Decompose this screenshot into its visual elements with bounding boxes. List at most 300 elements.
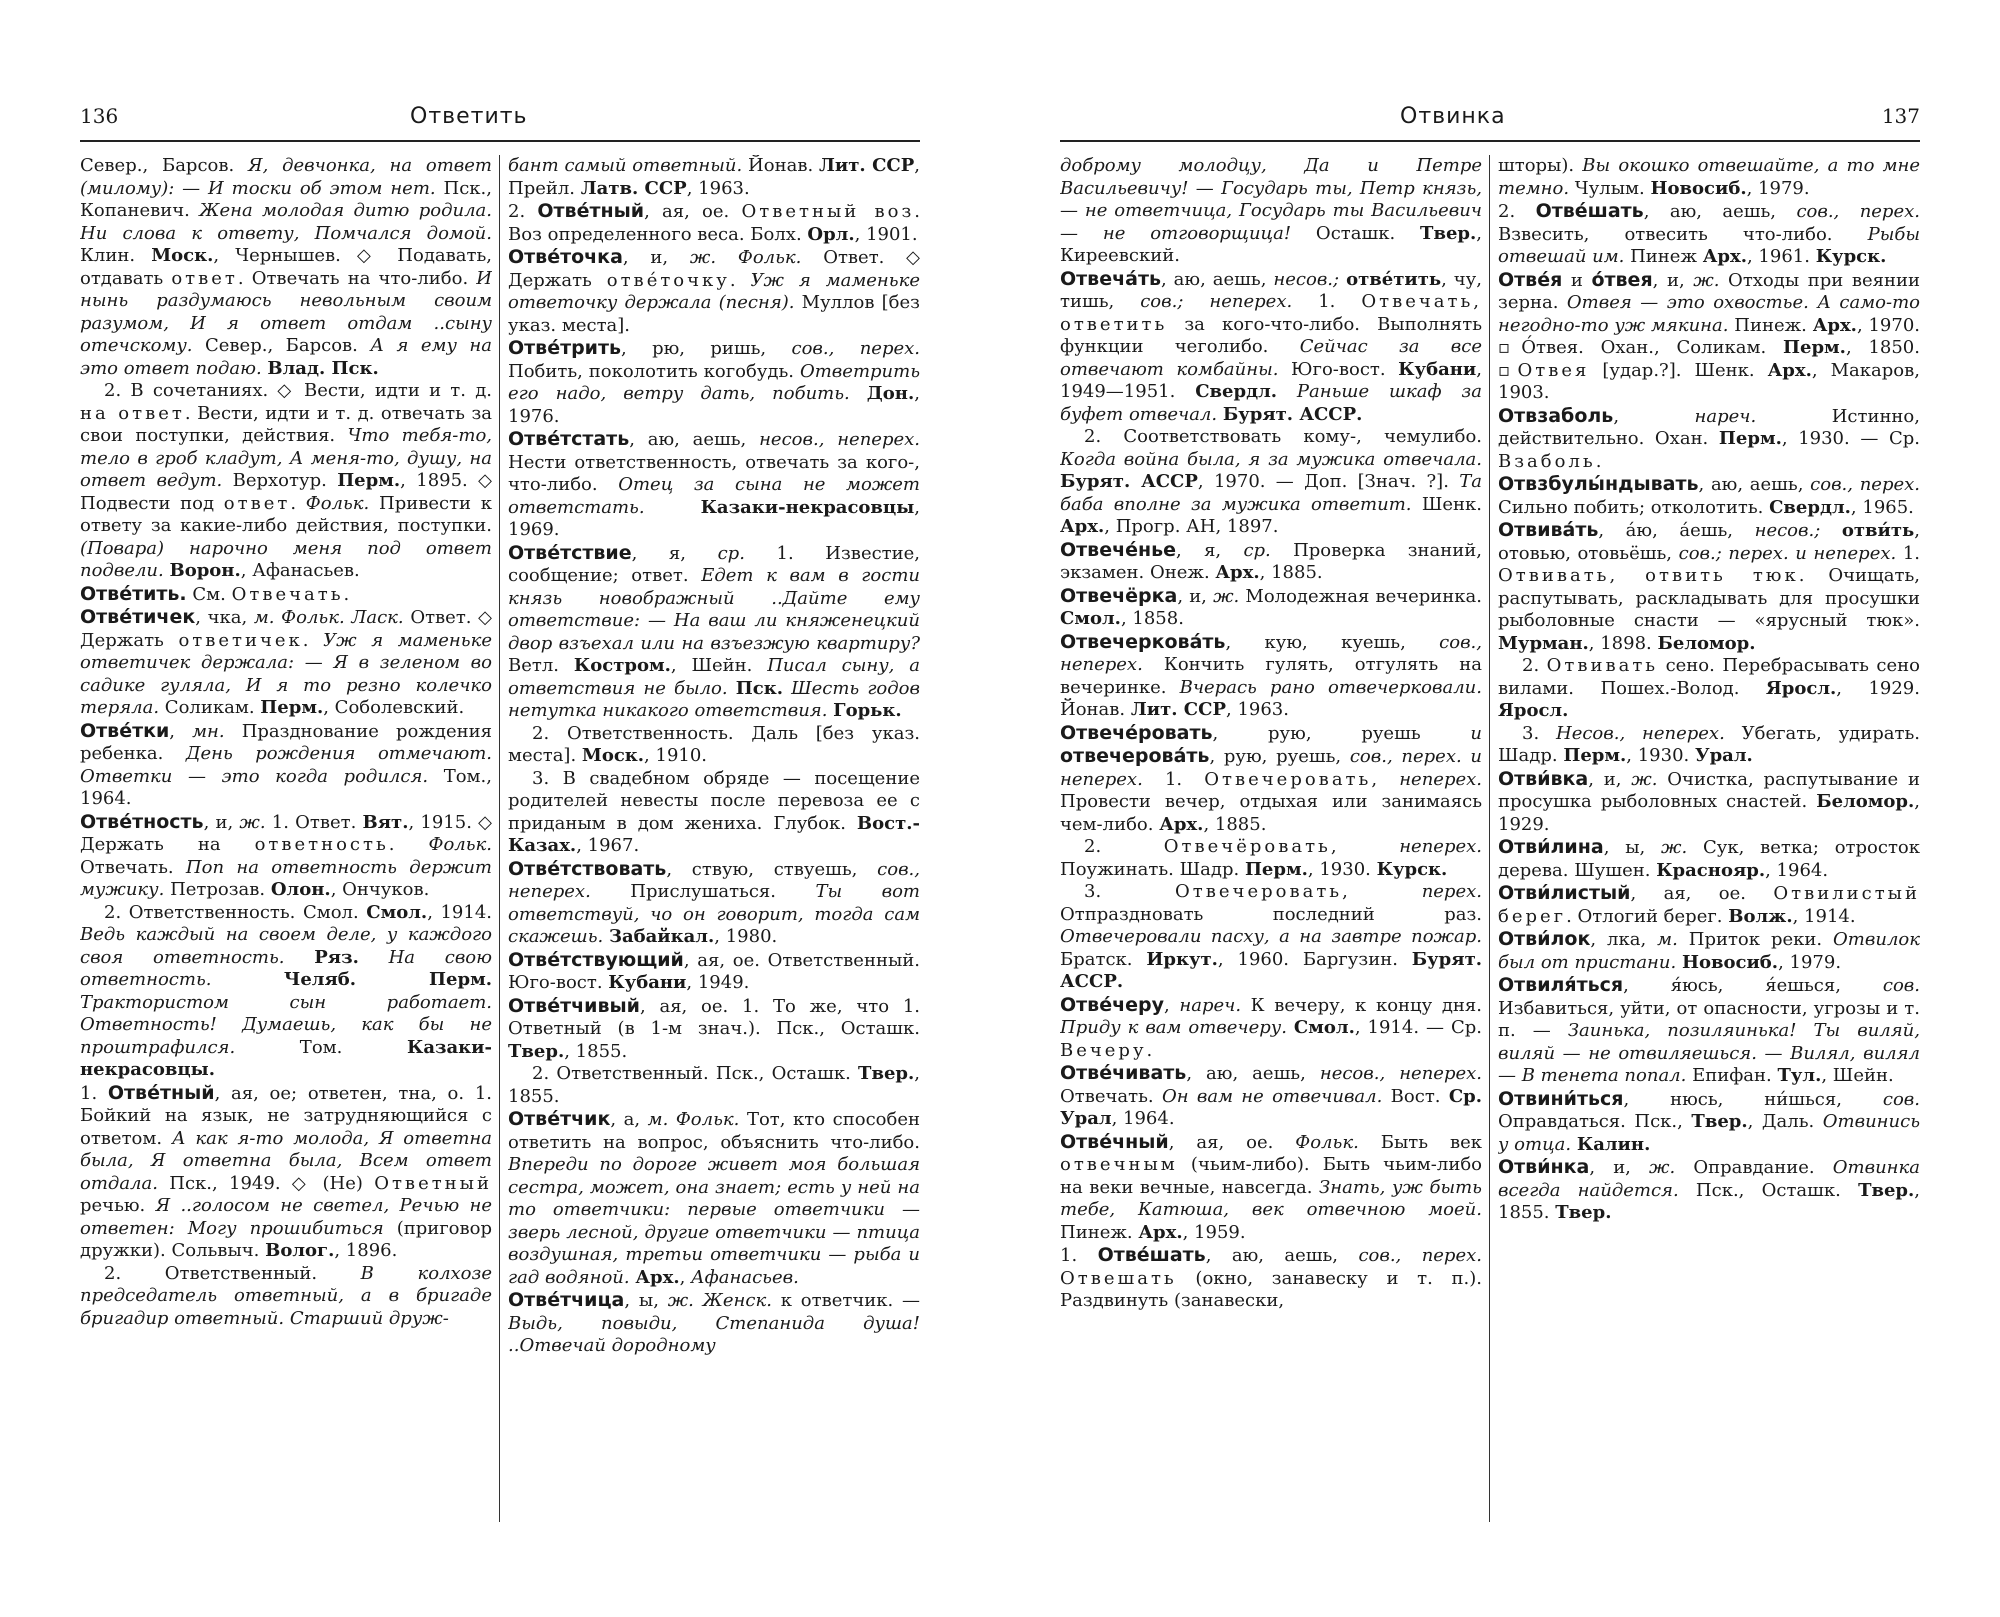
- entry-text: Отвешать: [1060, 1267, 1177, 1289]
- entry-text: 2.: [1498, 201, 1536, 222]
- entry-text: Пск., Копаневич.: [80, 177, 492, 221]
- entry-text: , нюсь, ни́шься,: [1623, 1088, 1883, 1110]
- entry-text: сено. Перебрасывать сено вилами. Пошех.-Волод.: [1498, 655, 1920, 699]
- entry-text: Новосиб.: [1650, 177, 1747, 199]
- entry-text: , Киреевский.: [1060, 222, 1482, 266]
- entry-text: Курск.: [1376, 858, 1448, 880]
- headword: Отви́вка: [1498, 767, 1589, 790]
- dictionary-entry: [1060, 1131, 1482, 1245]
- entry-text: Отходы при веянии зерна.: [1498, 269, 1920, 313]
- entry-text: Краснояр.: [1656, 859, 1766, 881]
- entry-text: , лка,: [1590, 929, 1658, 950]
- entry-text: Влад. Пск.: [267, 357, 379, 379]
- entry-text: Твер.: [1858, 1179, 1915, 1201]
- entry-text: Прислушаться.: [590, 881, 816, 902]
- entry-text: ж. Фольк.: [689, 247, 802, 268]
- entry-text: несов., неперех.: [1319, 1063, 1482, 1084]
- entry-text: , 1885.: [1259, 562, 1323, 583]
- entry-text: Осташк.: [1291, 222, 1421, 244]
- dictionary-entry: [1498, 1156, 1920, 1225]
- entry-text: Вост.-Казах.: [508, 812, 920, 856]
- entry-text: , чка,: [195, 607, 254, 628]
- left-page-number: 136: [80, 104, 119, 128]
- entry-text: ,: [1613, 405, 1695, 427]
- entry-text: А я ему на это ответ подаю.: [80, 335, 492, 379]
- entry-text: Уж я маменьке ответичек держала: — Я в зеленом во садике гуляла, И я то резно колечко теряла.: [80, 629, 492, 718]
- entry-text: Иркут.: [1146, 948, 1218, 970]
- entry-text: Взвесить, отвесить что-либо.: [1498, 223, 1868, 245]
- entry-text: бант самый ответный.: [508, 155, 743, 176]
- entry-text: 1.: [1060, 1245, 1098, 1266]
- entry-text: Сейчас за все отвечают комбайны.: [1060, 336, 1482, 380]
- entry-text: Ответ. ◇ Держать: [508, 247, 920, 291]
- headword: Отве́тичек: [80, 606, 196, 628]
- headword: Отве́тствовать: [508, 857, 667, 880]
- entry-sense: [80, 380, 492, 583]
- entry-text: 1. Известие, сообщение; ответ.: [508, 542, 920, 586]
- entry-text: Казаки-некрасовцы: [700, 496, 915, 518]
- entry-text: Поужинать. Шадр.: [1060, 858, 1245, 880]
- entry-text: м. Фольк. Ласк.: [253, 607, 404, 628]
- headword: Отве́тстать: [508, 428, 630, 450]
- entry-text: ж.: [1213, 585, 1240, 607]
- headword: Отве́я: [1498, 268, 1563, 291]
- entry-text: .: [729, 269, 751, 291]
- entry-text: , 1967.: [576, 835, 640, 856]
- entry-text: ж.: [1631, 768, 1658, 790]
- entry-text: , а́ю, а́ешь,: [1598, 520, 1755, 541]
- entry-text: Шенк.: [1411, 493, 1482, 515]
- entry-text: Оправдание.: [1675, 1157, 1833, 1178]
- entry-text: Фольк.: [1295, 1131, 1359, 1153]
- entry-text: Твер.: [858, 1063, 915, 1084]
- entry-text: Мурман.: [1498, 632, 1589, 654]
- entry-text: И нынь раздумаюсь невольным своим разумом, И я ответ отдам ..сыну отечскому.: [80, 267, 492, 356]
- entry-text: , 1914.: [427, 901, 492, 923]
- entry-text: за кого-что-либо. Выполнять функции чеголибо.: [1060, 313, 1482, 357]
- right-page-number: 137: [1881, 104, 1920, 128]
- entry-text: Вост.: [1382, 1085, 1449, 1107]
- entry-text: Смол.: [1293, 1017, 1355, 1038]
- headword: Отви́лок: [1498, 928, 1591, 950]
- entry-text: Чулым.: [1569, 177, 1651, 199]
- entry-text: Беломор.: [1816, 791, 1915, 812]
- entry-text: Ветл.: [508, 655, 574, 676]
- entry-text: ответность: [254, 834, 389, 855]
- dictionary-entry: [1498, 405, 1920, 474]
- entry-text: . Отлогий берег.: [1566, 905, 1729, 927]
- entry-text: , 1929.: [1836, 677, 1920, 699]
- entry-text: Афанасьев.: [691, 1266, 799, 1288]
- entry-text: Тот, кто способен ответить на вопрос, объяснить что-либо.: [508, 1109, 920, 1153]
- entry-text: доброму молодцу, Да и Петре Васильевичу! — Государь ты, Петр князь, — не ответчица, Государь ты Васильевич — не отговорщица!: [1060, 155, 1482, 244]
- entry-text: Курск.: [1815, 246, 1887, 267]
- entry-text: , и,: [622, 247, 690, 268]
- entry-text: мн.: [192, 720, 225, 742]
- entry-text: Перм.: [337, 470, 401, 491]
- entry-text: отве́тить: [1346, 268, 1442, 290]
- headword: Отвзаболь: [1498, 404, 1614, 427]
- entry-text: Беломор.: [1657, 632, 1756, 654]
- entry-text: Забайкал.: [608, 926, 715, 947]
- entry-text: 2.: [1522, 655, 1547, 676]
- left-page-header: [80, 100, 920, 142]
- entry-text: , и,: [1588, 768, 1632, 790]
- headword: Отви́нка: [1498, 1156, 1590, 1178]
- dictionary-entry: [508, 995, 920, 1064]
- entry-text: сов., неперех.: [1060, 631, 1482, 675]
- entry-text: Поп на ответность держит мужику.: [80, 856, 492, 900]
- entry-sense: [1060, 881, 1482, 994]
- entry-text: Избавиться, уйти, от опасности, угрозы и т. п. —: [1498, 997, 1920, 1041]
- entry-text: Фольк.: [305, 492, 370, 514]
- entry-text: , 1914.: [1792, 905, 1856, 927]
- entry-text: , 1976.: [508, 383, 920, 427]
- entry-text: Яросл.: [1498, 700, 1569, 721]
- dictionary-entry: [508, 337, 920, 428]
- entry-text: ж.: [1661, 837, 1688, 858]
- dictionary-entry: [1060, 539, 1482, 585]
- entry-text: Отвея — это охвостье. А само-то негодно-то уж мякина.: [1498, 292, 1920, 336]
- entry-continuation: [1498, 155, 1920, 200]
- entry-text: Кончить гулять, отгулять на вечеринке.: [1060, 654, 1482, 698]
- entry-text: [645, 497, 701, 518]
- entry-text: , 1964.: [1111, 1108, 1175, 1129]
- entry-text: , 1959.: [1182, 1221, 1246, 1243]
- entry-text: , аю, аешь,: [1205, 1245, 1359, 1266]
- headword: Отве́тный: [107, 1081, 215, 1104]
- entry-text: Приток реки.: [1677, 929, 1834, 950]
- dictionary-entry: [1060, 1244, 1482, 1313]
- entry-text: нареч.: [1694, 405, 1757, 427]
- entry-text: .: [1595, 450, 1602, 472]
- entry-text: Волж.: [1728, 905, 1793, 927]
- entry-text: Верхотур.: [222, 470, 338, 491]
- headword: Отве́тчик: [508, 1108, 611, 1130]
- entry-text: Дон.: [866, 383, 915, 404]
- entry-text: Казаки-некрасовцы.: [80, 1036, 492, 1080]
- entry-text: См.: [186, 583, 232, 605]
- right-page-header: [1060, 100, 1920, 142]
- entry-text: Свердл.: [1769, 496, 1851, 518]
- headword: о́твея: [1591, 268, 1653, 291]
- headword: Отве́тить.: [80, 582, 187, 605]
- entry-text: Горьк.: [833, 700, 902, 721]
- dictionary-entry: [1498, 974, 1920, 1088]
- entry-text: 2. Ответственность. Смол.: [104, 901, 367, 923]
- entry-text: Вчерась рано отвечерковали.: [1179, 676, 1482, 698]
- entry-text: Перм.: [1783, 337, 1846, 358]
- entry-text: Север., Барсов.: [192, 335, 371, 356]
- dictionary-entry: [80, 606, 492, 720]
- entry-text: . Вести, идти и т. д. отвечать за свои поступки, действия.: [80, 402, 492, 446]
- entry-text: Вят.: [362, 811, 409, 833]
- entry-text: сов., перех.: [1796, 201, 1920, 222]
- entry-text: Взаболь: [1498, 450, 1596, 472]
- entry-text: Свердл.: [1195, 381, 1278, 402]
- entry-text: Отец за сына не может ответстать.: [508, 474, 920, 518]
- entry-continuation: [508, 155, 920, 200]
- entry-text: Проверка знаний, экзамен. Онеж.: [1060, 539, 1482, 583]
- left-column-divider: [499, 155, 500, 1522]
- entry-text: ,: [169, 720, 193, 742]
- dictionary-entry: [508, 949, 920, 995]
- entry-text: , аю, аешь,: [629, 429, 760, 450]
- headword: отвечерова́ть: [1060, 745, 1210, 767]
- entry-text: Новосиб.: [1681, 951, 1779, 973]
- entry-text: несов.;: [1754, 520, 1842, 541]
- entry-text: сов., перех.: [1358, 1245, 1482, 1266]
- dictionary-entry: [1498, 836, 1920, 882]
- entry-text: , 1961.: [1746, 246, 1816, 267]
- entry-text: 2. Соответствовать кому-, чемулибо.: [1084, 426, 1482, 447]
- headword: Отвече́нье: [1060, 538, 1177, 561]
- dictionary-entry: [1498, 1088, 1920, 1157]
- entry-text: Отвечёровать: [1163, 836, 1331, 857]
- entry-text: ср.: [1243, 539, 1271, 561]
- headword: Отвече́ровать: [1060, 721, 1213, 744]
- entry-text: , ая, ое.: [1630, 883, 1774, 904]
- entry-sense: [1060, 836, 1482, 881]
- entry-text: Арх.: [1702, 246, 1747, 267]
- entry-text: , 1963.: [686, 177, 750, 199]
- entry-text: ,: [679, 1266, 692, 1288]
- entry-text: , ая, ое. 1. То же, что 1. Ответный (в 1-м знач.). Пск., Осташк.: [508, 995, 920, 1039]
- entry-text: , ая, ое; ответен, тна, о. 1. Бойкий на язык, не затрудняющийся с ответом.: [80, 1082, 492, 1149]
- dictionary-entry: [1498, 200, 1920, 269]
- entry-text: [1277, 381, 1297, 402]
- entry-text: Перм.: [1563, 745, 1627, 766]
- entry-text: м.: [1657, 929, 1678, 950]
- entry-text: [285, 947, 315, 968]
- entry-text: отвечным: [1060, 1154, 1178, 1175]
- entry-text: , 1855.: [564, 1040, 628, 1062]
- entry-text: Лит. ССР: [819, 155, 915, 176]
- entry-text: Йонав.: [742, 155, 820, 176]
- entry-text: Быть век: [1358, 1131, 1482, 1153]
- dictionary-entry: [508, 542, 920, 723]
- entry-text: ср.: [717, 542, 745, 564]
- entry-text: Очистка, распутывание и просушка рыболовных снастей.: [1498, 768, 1920, 812]
- entry-text: , 1930.: [1307, 858, 1377, 880]
- entry-text: отвéточку: [606, 269, 730, 291]
- entry-text: , 1964.: [1765, 859, 1829, 881]
- entry-text: Пск.: [735, 677, 783, 699]
- entry-text: Раньше шкаф за буфет отвечал.: [1060, 381, 1482, 425]
- headword: Отве́трить: [508, 337, 622, 359]
- entry-text: Ответный воз: [741, 201, 915, 222]
- entry-text: Братск.: [1060, 948, 1147, 970]
- entry-sense: [1498, 723, 1920, 768]
- entry-text: 2. Ответственность. Даль [без указ. места].: [508, 722, 920, 766]
- entry-text: , и,: [203, 811, 240, 833]
- entry-text: Том.: [235, 1036, 407, 1058]
- entry-text: Молодежная вечеринка.: [1239, 585, 1482, 607]
- entry-text: , ы,: [1603, 837, 1662, 858]
- dictionary-entry: [508, 1108, 920, 1289]
- entry-text: , Афанасьев.: [240, 560, 360, 581]
- entry-text: А как я-то молода, Я ответна была, Я ответна была, Всем ответ отдала.: [80, 1127, 492, 1194]
- headword: Отве́тчивый: [508, 994, 640, 1017]
- entry-text: Вечеру: [1060, 1039, 1147, 1061]
- entry-text: [удар.?]. Шенк.: [1589, 359, 1768, 381]
- entry-text: сов.; перех. и неперех.: [1678, 542, 1897, 564]
- entry-text: и: [1562, 269, 1592, 291]
- headword: Отве́тствующий: [508, 948, 684, 971]
- entry-text: , аю, аешь,: [1186, 1063, 1320, 1084]
- entry-text: Твер.: [1555, 1202, 1612, 1223]
- entry-text: 1.: [1142, 768, 1205, 790]
- entry-text: Петрозав.: [164, 879, 271, 900]
- entry-text: Пск., 1949. ◇ (Не): [157, 1172, 375, 1194]
- entry-text: [1287, 1017, 1294, 1038]
- entry-text: сов.; неперех.: [1140, 291, 1293, 312]
- entry-text: , ая, ое.: [1168, 1131, 1296, 1153]
- headword: Отве́шать: [1535, 200, 1644, 222]
- entry-text: . Очищать, распутывать, раскладывать для просушки рыболовные снасти — «ярусный тюк».: [1498, 565, 1920, 631]
- right-page: [1060, 0, 1920, 1617]
- dictionary-entry: [508, 1289, 920, 1358]
- entry-text: . Отвечать на что-либо.: [237, 267, 477, 289]
- entry-text: , 1979.: [1778, 951, 1842, 973]
- dictionary-entry: [508, 428, 920, 542]
- entry-continuation: [1060, 155, 1482, 268]
- entry-text: Что тебя-то, тело в гроб кладут, А меня-то, душу, на ответ ведут.: [80, 425, 492, 491]
- entry-text: Моск.: [581, 745, 645, 766]
- entry-text: к ответчик. —: [771, 1290, 920, 1311]
- headword: Отве́тки: [80, 719, 170, 742]
- entry-text: Арх.: [1215, 562, 1260, 583]
- entry-text: , я,: [631, 542, 718, 564]
- entry-text: Пинеж.: [1060, 1221, 1139, 1243]
- entry-text: Бурят. АССР.: [1222, 403, 1363, 425]
- headword: Отве́тный: [537, 200, 645, 222]
- entry-text: Перм.: [1718, 428, 1782, 449]
- headword: Отве́тствие: [508, 541, 632, 564]
- entry-text: 2.: [1084, 836, 1164, 857]
- entry-text: ответичек: [178, 629, 303, 651]
- entry-text: Отвея: [1517, 359, 1590, 381]
- dictionary-entry: [1060, 722, 1482, 837]
- entry-text: , 1949—1951.: [1060, 358, 1482, 402]
- headword: Отве́шать: [1097, 1244, 1206, 1266]
- entry-text: Кубани: [608, 972, 687, 993]
- entry-text: , Шейн.: [670, 655, 768, 676]
- dictionary-entry: [1498, 269, 1920, 405]
- entry-text: Едет к вам в гости князь новображный ..Дайте ему ответствие: — На ваш ли княженецкий двор взъехал или на взъезжую квартиру?: [508, 565, 920, 654]
- entry-text: неперех.: [1399, 836, 1482, 857]
- entry-text: Ответрить его надо, ветру дать, побить.: [508, 360, 920, 404]
- entry-text: День рождения отмечают. Ответки — это когда родился.: [80, 743, 492, 787]
- entry-text: Арх.: [1812, 314, 1857, 336]
- entry-text: , 1970. — Доп. [Знач. ?].: [1197, 471, 1460, 492]
- entry-text: , 1914. — Ср.: [1354, 1017, 1482, 1038]
- entry-text: Рыбы отвешай им.: [1498, 223, 1920, 267]
- entry-text: Яросл.: [1765, 677, 1837, 699]
- entry-text: Отвечеровать: [1175, 881, 1343, 902]
- entry-text: Отвивать: [1546, 655, 1659, 676]
- entry-continuation: [80, 155, 492, 380]
- headword: Отви́лина: [1498, 836, 1604, 858]
- entry-text: Йонав.: [1060, 699, 1131, 720]
- entry-text: , ая, ое. Ответственный. Юго-вост.: [508, 949, 920, 993]
- entry-text: К вечеру, к концу дня.: [1241, 994, 1482, 1016]
- entry-text: Фольк.: [428, 834, 492, 855]
- left-column-1: [80, 155, 492, 1522]
- entry-text: , 1965.: [1850, 496, 1914, 518]
- entry-text: Перм.: [1244, 858, 1308, 880]
- entry-text: Латв. ССР: [580, 177, 687, 199]
- entry-text: , 1930.: [1626, 745, 1695, 766]
- dictionary-entry: [1060, 994, 1482, 1063]
- right-column-divider: [1489, 155, 1490, 1522]
- entry-text: Отвечеровать: [1204, 768, 1372, 790]
- entry-text: Бурят. АССР.: [1060, 948, 1482, 992]
- entry-text: Орл.: [807, 223, 855, 245]
- entry-text: [359, 947, 389, 968]
- entry-text: шторы).: [1498, 155, 1583, 176]
- entry-text: , ая, ое.: [644, 201, 742, 222]
- entry-sense: [1060, 426, 1482, 539]
- entry-text: , 1901.: [854, 223, 918, 245]
- entry-text: Юго-вост.: [1278, 358, 1399, 380]
- entry-text: Отвечать: [231, 583, 344, 605]
- left-page: [80, 0, 920, 1617]
- entry-text: , 1898.: [1588, 632, 1658, 654]
- entry-text: Ср. Урал: [1060, 1085, 1482, 1129]
- entry-text: Сильно побить; отколотить.: [1498, 496, 1770, 518]
- entry-text: Олон.: [270, 879, 331, 900]
- entry-text: Празднование рождения ребенка.: [80, 720, 492, 764]
- entry-text: Когда война была, я за мужика отвечала.: [1060, 448, 1482, 470]
- entry-text: нареч.: [1179, 994, 1242, 1016]
- entry-text: (приговор дружки). Сольвыч.: [80, 1217, 492, 1261]
- entry-text: Ответ. ◇ Держать: [80, 607, 492, 651]
- entry-text: , 1915. ◇ Держать на: [80, 811, 492, 855]
- entry-text: Он вам не отвечивал.: [1161, 1085, 1383, 1107]
- entry-text: (окно, занавеску и т. п.). Раздвинуть (занавески,: [1060, 1267, 1482, 1311]
- dictionary-entry: [80, 811, 492, 902]
- entry-text: , Соболевский.: [323, 697, 465, 718]
- entry-text: Арх.: [1138, 1221, 1183, 1243]
- entry-text: 2.: [508, 201, 538, 222]
- entry-text: Оправдаться. Пск.,: [1498, 1111, 1692, 1132]
- entry-text: , я,: [1176, 539, 1244, 561]
- entry-text: Арх.: [1060, 516, 1105, 537]
- entry-text: неперех.: [1399, 768, 1482, 790]
- entry-text: Отвечать.: [1060, 1085, 1162, 1107]
- right-column-2: [1498, 155, 1920, 1522]
- entry-text: Моск.: [151, 245, 214, 266]
- entry-text: , 1910.: [644, 745, 708, 766]
- entry-text: , аю, аешь,: [1698, 474, 1811, 495]
- entry-sense: [508, 1063, 920, 1108]
- entry-text: 2. Ответственный. Пск., Осташк.: [532, 1063, 859, 1084]
- headword: Отвиля́ться: [1498, 974, 1624, 996]
- entry-text: , и,: [1589, 1157, 1650, 1178]
- entry-text: Сук, ветка; отросток дерева. Шушен.: [1498, 837, 1920, 881]
- entry-text: Твер.: [508, 1040, 565, 1062]
- entry-text: , и,: [1652, 269, 1694, 291]
- entry-text: , 1858.: [1120, 608, 1184, 629]
- entry-text: .: [1146, 1039, 1153, 1061]
- entry-text: Тул.: [1777, 1065, 1822, 1086]
- entry-text: Том., 1964.: [80, 765, 492, 809]
- entry-text: сов., неперех.: [508, 858, 920, 902]
- entry-text: , 1949.: [686, 972, 750, 993]
- entry-text: , кую, куешь,: [1225, 631, 1440, 653]
- entry-text: [850, 383, 867, 404]
